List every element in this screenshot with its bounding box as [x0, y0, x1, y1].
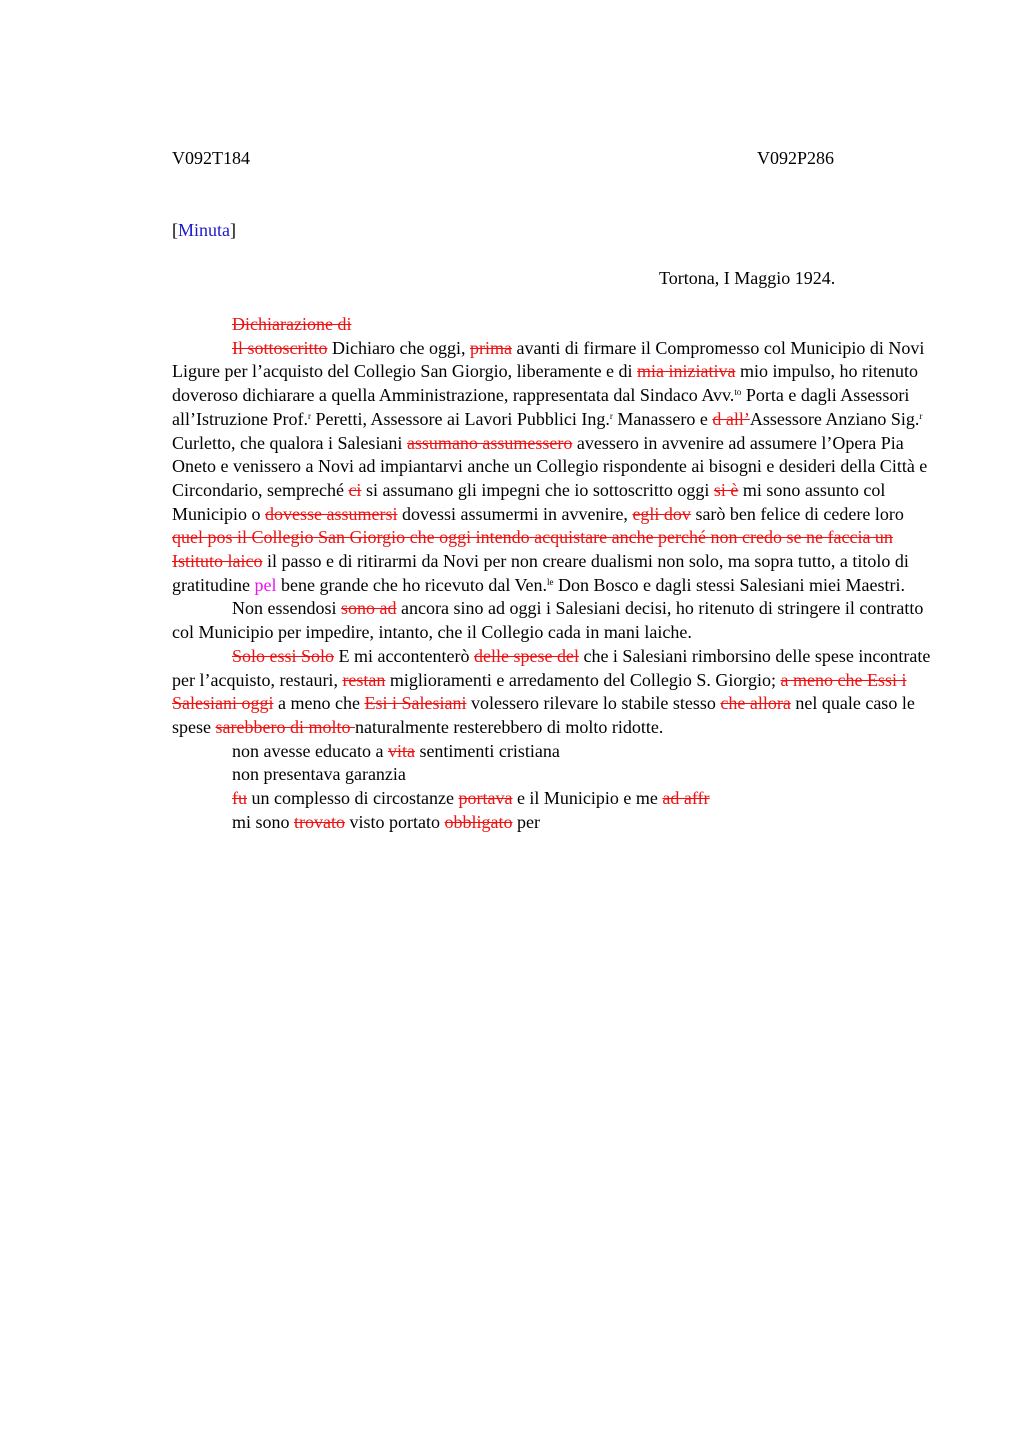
body-text: sarò ben felice di cedere loro — [690, 503, 904, 524]
body-text: si assumano gli impegni che io sottoscritto oggi — [361, 479, 714, 500]
deleted-text: vita — [387, 740, 415, 761]
note-line-1 — [172, 740, 932, 764]
body-text: Peretti, Assessore ai Lavori Pubblici Ing. — [310, 408, 610, 429]
document-id-right: V092P286 — [757, 148, 835, 168]
deleted-text: sarebbero di molto — [215, 716, 355, 737]
body-text: e il Municipio e me — [512, 788, 663, 809]
deleted-text: restan — [342, 669, 386, 690]
body-text: Assessore Anziano Sig. — [749, 408, 920, 429]
body-text: Curletto, che qualora i Salesiani — [172, 432, 407, 453]
deleted-text: a meno che Essi i Salesiani oggi — [172, 669, 907, 714]
deleted-text: ci — [348, 479, 362, 500]
deleted-text: obbligato — [444, 811, 513, 832]
body-text: E mi accontenterò — [334, 645, 474, 666]
body-text: Dichiaro che oggi, — [327, 337, 470, 358]
body-text: a meno che — [273, 693, 365, 714]
body-text: mi sono assunto col Municipio o — [172, 479, 886, 524]
body-text: mi sono — [232, 811, 295, 832]
minuta-bracket-open: [ — [172, 220, 178, 240]
dateline: Tortona, I Maggio 1924. — [659, 268, 836, 288]
body-text: nel quale caso le spese — [172, 693, 915, 737]
body-text: ancora sino ad oggi i Salesiani decisi, ho ritenuto di stringere il contratto col Municipio per impedire, intanto, che il Collegio cada in mani laiche. — [172, 598, 924, 643]
deleted-text: Solo essi Solo — [232, 645, 335, 666]
superscript: to — [734, 387, 742, 398]
note-line-3 — [172, 787, 932, 811]
deleted-text: ad affr — [662, 788, 710, 809]
deleted-text: Dichiarazione di — [232, 314, 352, 334]
document-id-left: V092T184 — [172, 148, 250, 168]
body-text: avessero in avvenire ad assumere l’Opera Pia Oneto e venissero a Novi ad impiantarvi anche un Collegio rispondente ai bisogni e desideri della Città e Circondario, sempreché — [172, 432, 928, 500]
highlighted-text: pel — [254, 574, 277, 595]
body-text: naturalmente resterebbero di molto ridotte. — [354, 716, 664, 737]
deleted-text: quel pos il Collegio San Giorgio che oggi intendo acquistare anche perché non credo se ne faccia un Istituto laico — [172, 527, 893, 572]
paragraph-1 — [172, 337, 932, 598]
deleted-text: fu — [232, 788, 247, 809]
deleted-text: sono ad — [341, 598, 397, 619]
deleted-text: si è — [713, 479, 739, 500]
body-text: non presentava garanzia — [232, 764, 406, 785]
heading-deleted — [172, 313, 932, 337]
body-text: Porta e dagli Assessori all’Istruzione Prof. — [172, 385, 910, 429]
body-text: Manassero e — [612, 408, 713, 429]
deleted-text: dovesse assumersi — [265, 503, 398, 524]
deleted-text: d all’ — [712, 408, 750, 429]
note-line-4 — [172, 811, 932, 835]
deleted-text: che allora — [720, 693, 791, 714]
body-text: bene grande che ho ricevuto dal Ven. — [276, 574, 548, 595]
deleted-text: trovato — [294, 811, 346, 832]
body-text: avanti di firmare il Compromesso col Municipio di Novi Ligure per l’acquisto del Collegio San Giorgio, liberamente e di — [172, 337, 925, 382]
note-line-2 — [172, 763, 932, 787]
minuta-text: Minuta — [178, 220, 230, 240]
superscript: le — [547, 576, 554, 587]
deleted-text: egli dov — [632, 503, 691, 524]
deleted-text: delle spese del — [473, 645, 579, 666]
body-text: che i Salesiani rimborsino delle spese incontrate per l’acquisto, restauri, — [172, 645, 931, 690]
paragraph-2 — [172, 597, 932, 644]
minuta-bracket-close: ] — [230, 220, 236, 240]
paragraph-3 — [172, 645, 932, 740]
deleted-text: Esi i Salesiani — [364, 693, 467, 714]
body-text: dovessi assumermi in avvenire, — [397, 503, 633, 524]
letter-body — [172, 313, 932, 834]
deleted-text: portava — [458, 788, 513, 809]
body-text: Don Bosco e dagli stessi Salesiani miei Maestri. — [553, 574, 905, 595]
body-text: per — [512, 811, 540, 832]
deleted-text: mia iniziativa — [637, 361, 736, 382]
minuta-label — [172, 218, 236, 242]
deleted-text: assumano assumessero — [406, 432, 573, 453]
body-text: non avesse educato a — [232, 740, 388, 761]
superscript: r — [307, 410, 311, 421]
body-text: visto portato — [345, 811, 445, 832]
superscript: r — [919, 410, 923, 421]
body-text: il passo e di ritirarmi da Novi per non creare dualismi non solo, ma sopra tutto, a titolo di gratitudine — [172, 551, 909, 595]
body-text: sentimenti cristiana — [414, 740, 560, 761]
body-text: un complesso di circostanze — [247, 788, 459, 809]
deleted-text: prima — [469, 337, 512, 358]
body-text: miglioramenti e arredamento del Collegio S. Giorgio; — [385, 669, 781, 690]
superscript: r — [609, 410, 613, 421]
deleted-text: Il sottoscritto — [232, 337, 328, 358]
body-text: mio impulso, ho ritenuto doveroso dichiarare a quella Amministrazione, rappresentata dal Sindaco Avv. — [172, 361, 919, 406]
body-text: Non essendosi — [232, 598, 341, 619]
body-text: volessero rilevare lo stabile stesso — [466, 693, 721, 714]
